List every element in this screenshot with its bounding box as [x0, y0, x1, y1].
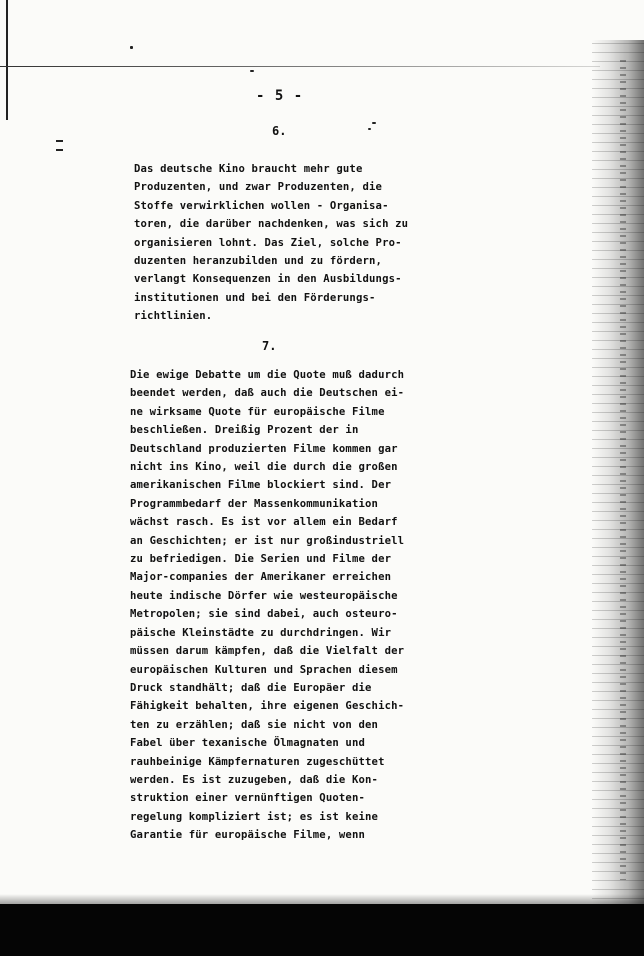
- text-line: Major-companies der Amerikaner erreichen: [130, 571, 392, 584]
- paragraph-section-7: [130, 366, 404, 845]
- text-line: päische Kleinstädte zu durchdringen. Wir: [130, 626, 392, 639]
- text-line: organisieren lohnt. Das Ziel, solche Pro-: [134, 236, 402, 249]
- text-line: regelung kompliziert ist; es ist keine: [130, 810, 379, 823]
- text-line: Metropolen; sie sind dabei, auch osteuro-: [130, 608, 398, 621]
- text-line: heute indische Dörfer wie westeuropäische: [130, 589, 398, 602]
- text-line: Garantie für europäische Filme, wenn: [130, 829, 366, 842]
- text-line: Druck standhält; daß die Europäer die: [130, 681, 372, 694]
- bottom-scan-edge: [0, 904, 644, 956]
- text-line: Deutschland produzierten Filme kommen gar: [130, 442, 398, 455]
- text-line: rauhbeinige Kämpfernaturen zugeschüttet: [130, 755, 385, 768]
- text-line: Stoffe verwirklichen wollen - Organisa-: [134, 199, 389, 212]
- bottom-scan-shadow: [0, 894, 644, 904]
- text-line: Fabel über texanische Ölmagnaten und: [130, 737, 366, 750]
- section-number: 6.: [272, 124, 287, 138]
- text-line: amerikanischen Filme blockiert sind. Der: [130, 479, 392, 492]
- text-line: richtlinien.: [134, 310, 213, 323]
- text-line: institutionen und bei den Förderungs-: [134, 291, 376, 304]
- section-number: 7.: [262, 339, 277, 353]
- right-scan-edge: [592, 40, 644, 910]
- text-line: Programmbedarf der Massenkommunikation: [130, 497, 379, 510]
- text-line: ten zu erzählen; daß sie nicht von den: [130, 718, 379, 731]
- text-line: Die ewige Debatte um die Quote muß dadurch: [130, 369, 405, 381]
- top-scan-rule: [0, 66, 600, 67]
- text-line: Fähigkeit behalten, ihre eigenen Geschich-: [130, 700, 405, 713]
- text-line: duzenten heranzubilden und zu fördern,: [134, 255, 383, 268]
- punch-mark: [56, 149, 63, 151]
- text-line: europäischen Kulturen und Sprachen diesem: [130, 663, 398, 676]
- text-line: Das deutsche Kino braucht mehr gute: [134, 163, 363, 175]
- text-line: verlangt Konsequenzen in den Ausbildungs-: [134, 273, 402, 286]
- scan-speck: [250, 70, 254, 72]
- text-line: nicht ins Kino, weil die durch die großen: [130, 461, 398, 474]
- text-line: Produzenten, und zwar Produzenten, die: [134, 181, 383, 194]
- text-line: werden. Es ist zuzugeben, daß die Kon-: [130, 773, 379, 786]
- text-line: beendet werden, daß auch die Deutschen ei-: [130, 387, 405, 400]
- right-scan-texture: [620, 60, 626, 880]
- page-number: - 5 -: [256, 88, 304, 104]
- scan-speck: [372, 122, 376, 124]
- text-line: beschließen. Dreißig Prozent der in: [130, 424, 359, 437]
- paragraph-section-6: [134, 160, 408, 326]
- scan-speck: [368, 128, 371, 130]
- text-line: zu befriedigen. Die Serien und Filme der: [130, 553, 392, 566]
- punch-mark: [56, 140, 63, 142]
- text-line: müssen darum kämpfen, daß die Vielfalt der: [130, 645, 405, 658]
- text-line: ne wirksame Quote für europäische Filme: [130, 405, 385, 418]
- text-line: struktion einer vernünftigen Quoten-: [130, 792, 366, 805]
- text-line: wächst rasch. Es ist vor allem ein Bedarf: [130, 516, 398, 529]
- text-line: toren, die darüber nachdenken, was sich zu: [134, 218, 409, 231]
- scan-speck: [130, 46, 133, 49]
- text-line: an Geschichten; er ist nur großindustriell: [130, 534, 405, 547]
- left-scan-edge: [6, 0, 8, 120]
